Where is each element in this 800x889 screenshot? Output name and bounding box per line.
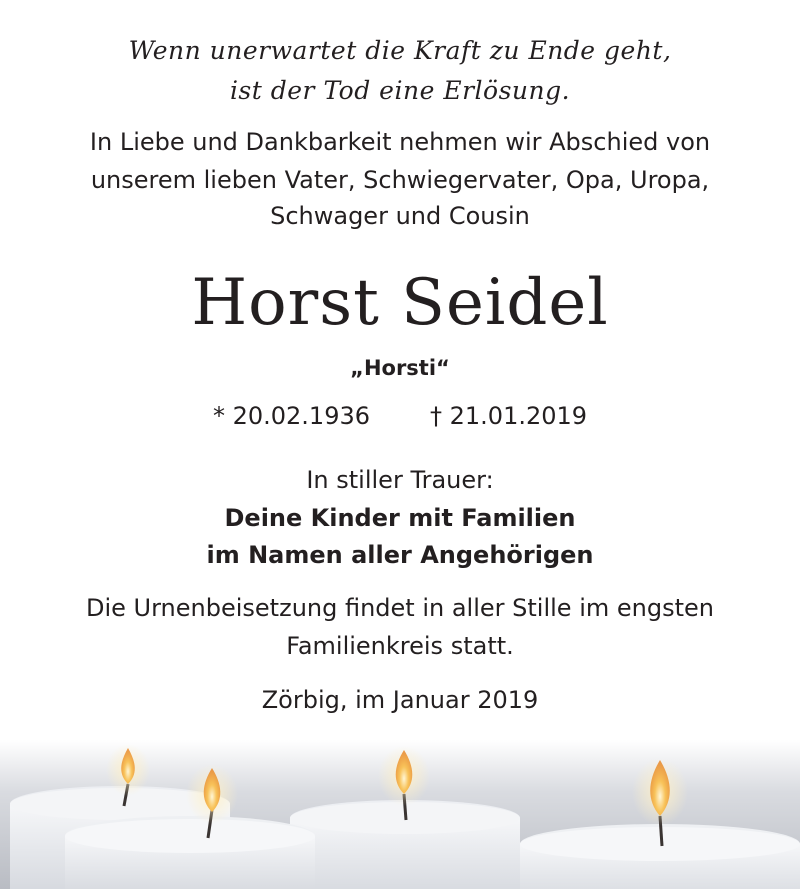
intro-line-3: Schwager und Cousin <box>270 202 530 230</box>
death-date: † 21.01.2019 <box>430 402 588 430</box>
birth-date: * 20.02.1936 <box>212 402 370 430</box>
burial-line-2: Familienkreis statt. <box>286 632 514 660</box>
motto-line-1: Wenn unerwartet die Kraft zu Ende geht, <box>128 36 672 65</box>
deceased-nickname: „Horsti“ <box>350 356 450 380</box>
burial-line-1: Die Urnenbeisetzung findet in aller Stille im engsten <box>86 594 714 622</box>
deceased-name: Horst Seidel <box>191 266 609 340</box>
motto-line-2: ist der Tod eine Erlösung. <box>229 76 571 105</box>
candles-image <box>0 740 800 889</box>
life-dates <box>0 402 800 430</box>
mourners-heading: In stiller Trauer: <box>306 466 494 494</box>
intro-line-1: In Liebe und Dankbarkeit nehmen wir Abschied von <box>89 128 711 156</box>
mourners-line-2: im Namen aller Angehörigen <box>206 541 594 569</box>
mourners-line-1: Deine Kinder mit Familien <box>224 504 576 532</box>
place-date: Zörbig, im Januar 2019 <box>261 686 539 714</box>
intro-line-2: unserem lieben Vater, Schwiegervater, Opa, Uropa, <box>90 166 710 194</box>
